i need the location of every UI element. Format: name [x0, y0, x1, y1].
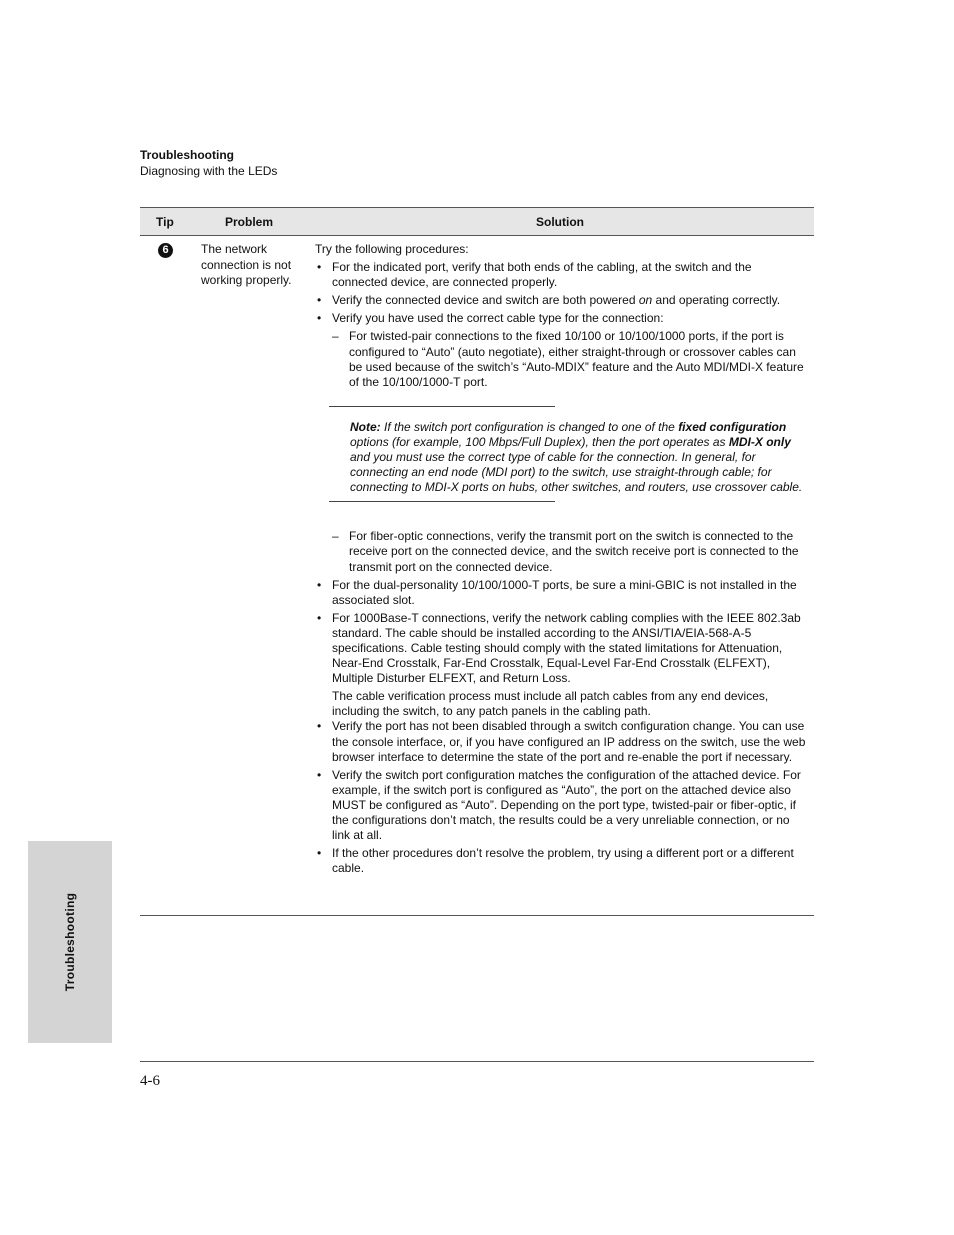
footer-rule [140, 1061, 814, 1062]
sub-list-item: – For twisted-pair connections to the fixed 10/100 or 10/100/1000 ports, if the port is configured to “Auto” (auto negotiate), either straight-through or crossover cables can be used because of the switch’s “Auto-MDIX” feature and the Auto MDI/MDI-X feature of the 10/100/1000-T port. [315, 329, 807, 389]
solution-intro: Try the following procedures: [315, 242, 469, 256]
solution-cell [315, 242, 807, 879]
emphasis-text: on [638, 293, 653, 308]
note-label: Note: [350, 419, 381, 434]
note-text: Note: If the switch port configuration is changed to one of the fixed configuration options (for example, 100 Mbps/Full Duplex), then the port operates as MDI-X only and you must use the correct type of cable for the connection. In general, for connecting an end node (MDI port) to the switch, use straight-through cable; for connecting to MDI-X ports on hubs, other switches, and routers, use crossover cable. [350, 419, 803, 495]
note-rule-bottom [329, 501, 555, 502]
side-thumb-tab [28, 841, 112, 1043]
table-bottom-rule [140, 915, 814, 916]
column-header-solution: Solution [536, 215, 584, 229]
list-item: • If the other procedures don’t resolve the problem, try using a different port or a different cable. [315, 846, 807, 876]
list-item: • For the indicated port, verify that both ends of the cabling, at the switch and the connected device, are connected properly. [315, 260, 807, 290]
list-item: • Verify you have used the correct cable type for the connection: [315, 311, 807, 326]
table-header-row [140, 207, 814, 236]
list-item: • Verify the port has not been disabled through a switch configuration change. You can use the console interface, or, if you have configured an IP address on the switch, use the web browser interface to determine the state of the port and re-enable the port if necessary. [315, 719, 807, 764]
running-header-title: Troubleshooting [140, 148, 234, 162]
note-box [329, 406, 803, 502]
side-tab-label: Troubleshooting [63, 892, 77, 992]
list-item: • For the dual-personality 10/100/1000-T ports, be sure a mini-GBIC is not installed in the associated slot. [315, 578, 807, 608]
column-header-tip: Tip [156, 215, 174, 229]
problem-cell: The network connection is not working properly. [201, 242, 292, 287]
list-item: • For 1000Base-T connections, verify the network cabling complies with the IEEE 802.3ab standard. The cable should be installed according to the ANSI/TIA/EIA-568-A-5 specifications. Cable testing should comply with the stated limitations for Attenuation, Near-End Crosstalk, Far-End Crosstalk, Equal-Level Far-End Crosstalk (ELFEXT), Multiple Disturber ELFEXT, and Return Loss. [315, 611, 807, 686]
page-number: 4-6 [140, 1073, 160, 1089]
list-item: • Verify the switch port configuration matches the configuration of the attached device. For example, if the switch port is configured as “Auto”, the port on the attached device also MUST be configured as “Auto”. Depending on the port type, twisted-pair or fiber-optic, if the configurations don’t match, the results could be a very unreliable connection, or no link at all. [315, 768, 807, 843]
list-item-continuation: The cable verification process must include all patch cables from any end devices, including the switch, to any patch panels in the cabling path. [332, 689, 769, 719]
sub-list-item: – For fiber-optic connections, verify the transmit port on the switch is connected to the receive port on the connected device, and the switch receive port is connected to the transmit port on the connected device. [315, 529, 807, 574]
note-rule-top [329, 406, 555, 407]
tip-number-icon: 6 [158, 243, 173, 258]
column-header-problem: Problem [225, 215, 274, 229]
running-header-subtitle: Diagnosing with the LEDs [140, 164, 278, 178]
list-item: • Verify the connected device and switch are both powered on and operating correctly. [315, 293, 807, 308]
